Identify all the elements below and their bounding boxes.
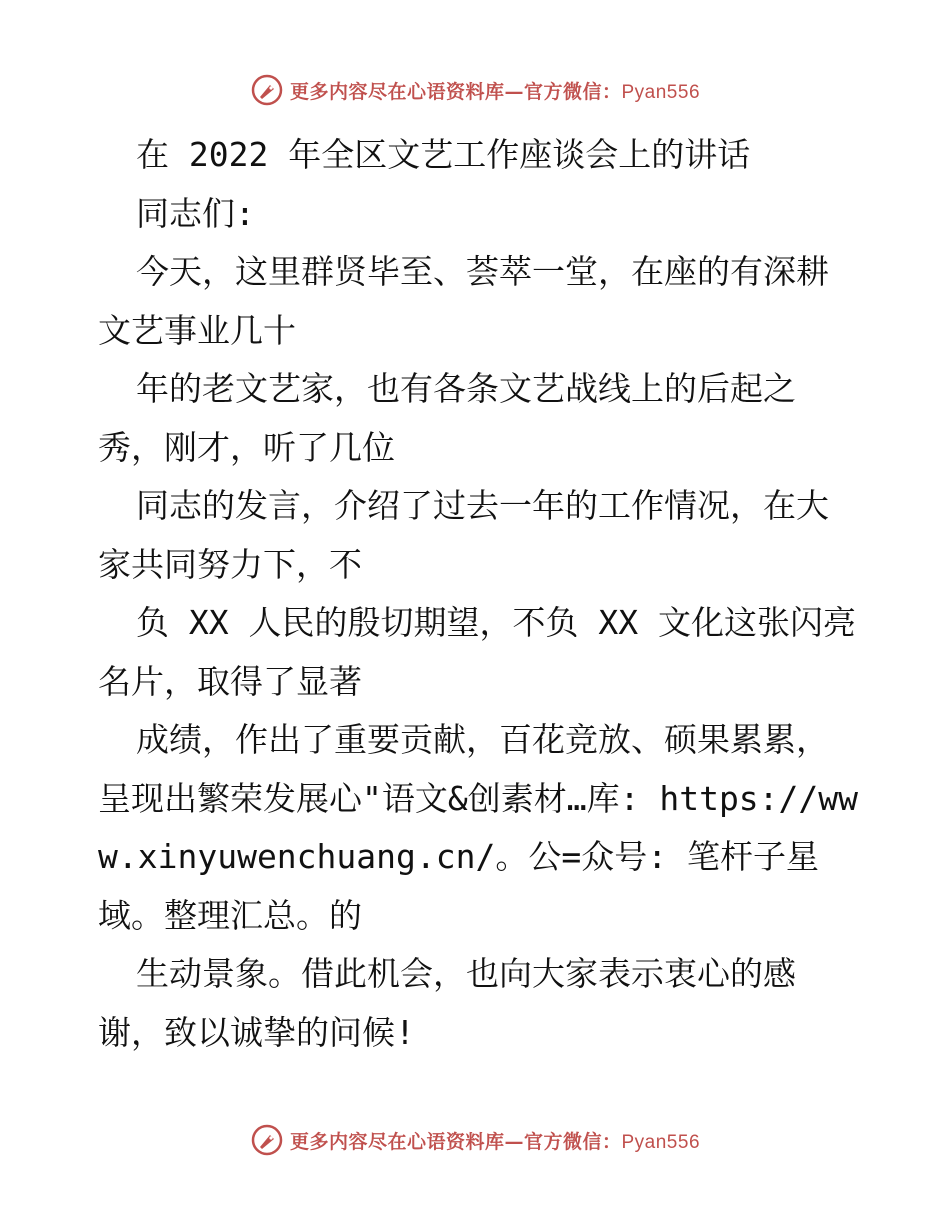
watermark-text bbox=[290, 1127, 700, 1154]
footer-watermark bbox=[0, 1120, 950, 1160]
paragraph-2: 年的老文艺家，也有各条文艺战线上的后起之秀，刚才，听了几位 bbox=[98, 369, 796, 467]
header-watermark bbox=[0, 70, 950, 110]
paragraph-5: 成绩，作出了重要贡献，百花竞放、硕果累累，呈现出繁荣发展心"语文&创素材…库: https://www.xinyuwenchuang.cn/。公=众号: 笔杆子星域。整理汇总。的 bbox=[98, 720, 859, 935]
document-title: 在 2022 年全区文艺工作座谈会上的讲话 bbox=[136, 135, 751, 174]
watermark-wechat-id: Pyan556 bbox=[621, 81, 701, 103]
paragraph-3: 同志的发言，介绍了过去一年的工作情况，在大家共同努力下，不 bbox=[98, 486, 829, 584]
paragraph-1: 今天，这里群贤毕至、荟萃一堂，在座的有深耕文艺事业几十 bbox=[98, 252, 829, 350]
salutation: 同志们: bbox=[136, 193, 255, 233]
watermark-wechat-id: Pyan556 bbox=[621, 1131, 701, 1153]
watermark-text bbox=[290, 77, 700, 104]
watermark-label: 更多内容尽在心语资料库—官方微信： bbox=[289, 1130, 622, 1153]
pen-nib-circle-logo-icon bbox=[250, 73, 284, 107]
pen-nib-circle-logo-icon bbox=[250, 1123, 284, 1157]
watermark-label: 更多内容尽在心语资料库—官方微信： bbox=[289, 80, 622, 103]
paragraph-6: 生动景象。借此机会，也向大家表示衷心的感谢，致以诚挚的问候! bbox=[98, 954, 796, 1052]
document-body bbox=[98, 126, 858, 1062]
paragraph-4: 负 XX 人民的殷切期望，不负 XX 文化这张闪亮名片，取得了显著 bbox=[98, 603, 856, 701]
